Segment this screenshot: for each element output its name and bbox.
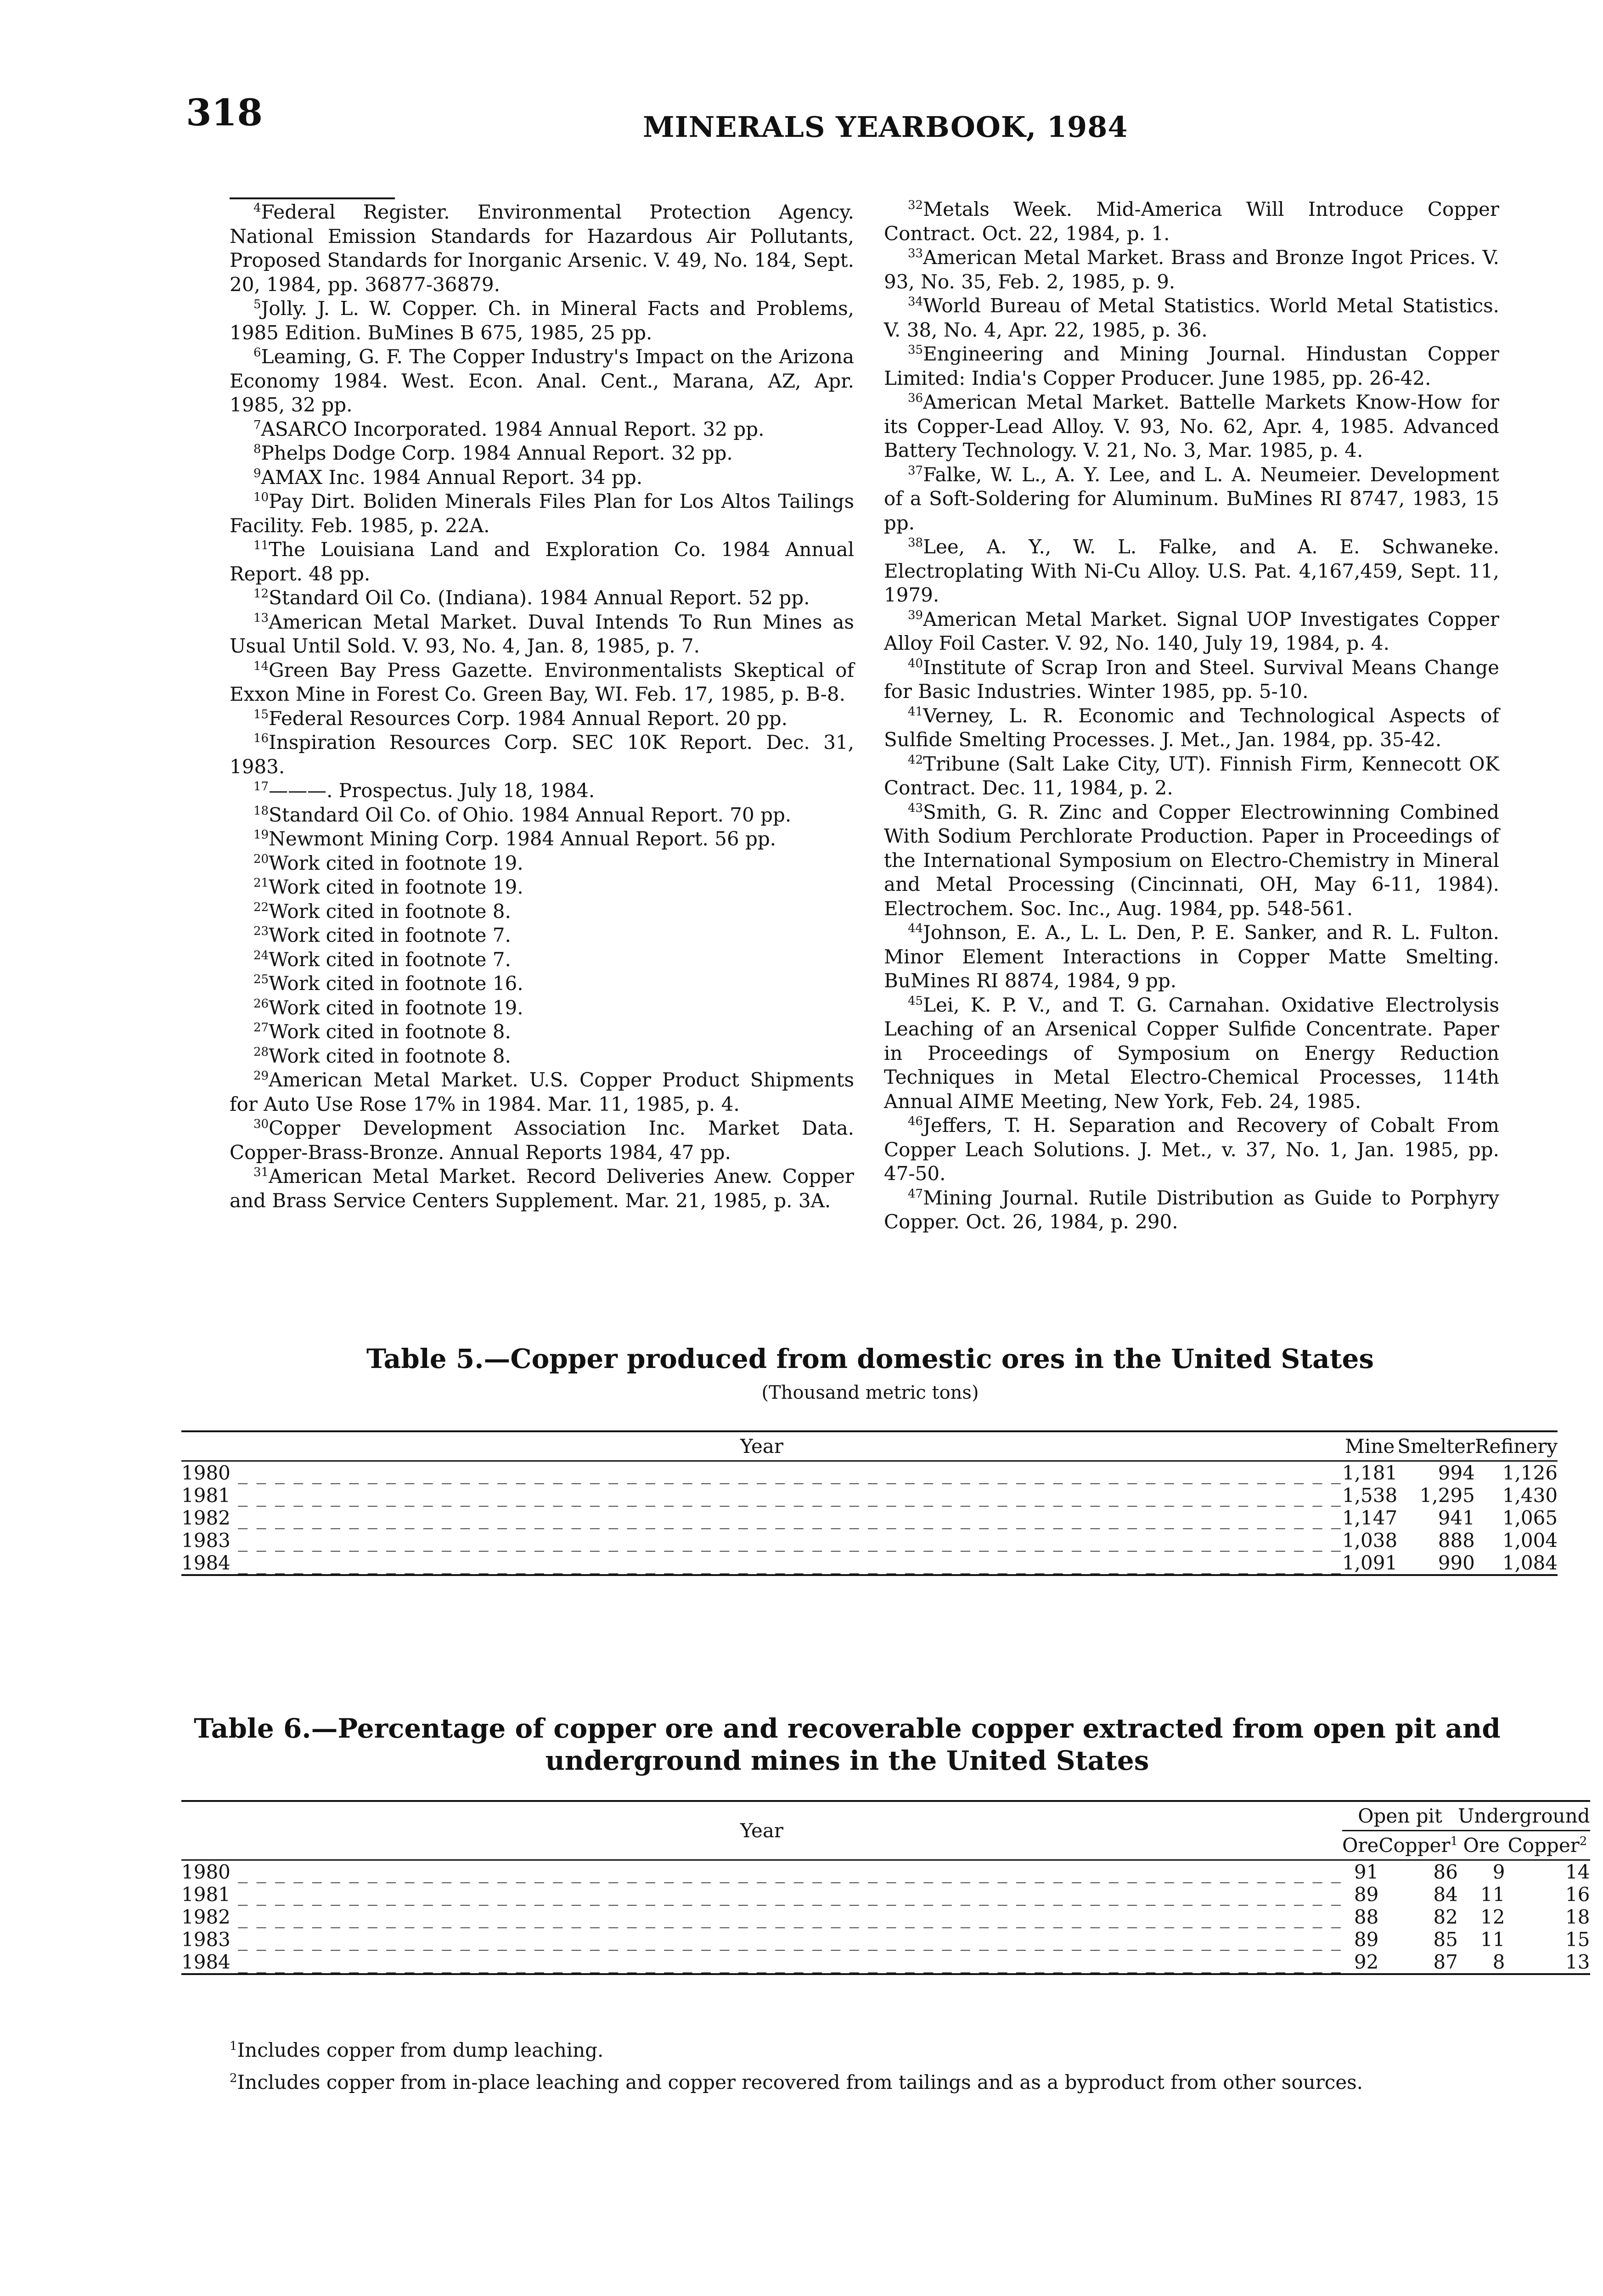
footnote-number: 15	[253, 707, 269, 721]
footnote-number: 4	[253, 201, 261, 215]
footnote-text: American Metal Market. Brass and Bronze Ingot Prices. V. 93, No. 35, Feb. 2, 1985, p. 9.	[884, 246, 1499, 293]
cell-open-pit-ore: 91	[1354, 1861, 1379, 1883]
footnote-text: Falke, W. L., A. Y. Lee, and L. A. Neumeier. Development of a Soft-Soldering for Aluminum. BuMines RI 8747, 1983, 15 pp.	[884, 463, 1499, 534]
footnote-text: Mining Journal. Rutile Distribution as Guide to Porphyry Copper. Oct. 26, 1984, p. 290.	[884, 1186, 1499, 1233]
footnotes-left-column	[230, 197, 854, 1213]
cell-smelter: 1,295	[1419, 1484, 1475, 1507]
row-year: 1982 _ _ _ _ _ _ _ _ _ _ _ _ _ _ _ _ _ _ _ _ _ _ _ _ _ _ _ _ _ _ _ _ _ _ _ _ _ _ _ _ _ _ _ _ _ _ _ _ _ _ _ _ _ _ _ _ _ _ _ _	[181, 1906, 1342, 1928]
footnote-number: 37	[908, 463, 923, 478]
footnote-text: Work cited in footnote 8.	[269, 1044, 511, 1067]
cell-underground-copper: 13	[1565, 1951, 1590, 1973]
footnote-number: 24	[253, 948, 269, 962]
footnote-text: Standard Oil Co. (Indiana). 1984 Annual Report. 52 pp.	[269, 586, 810, 609]
cell-refinery: 1,126	[1502, 1462, 1558, 1484]
footnote-text: Leaming, G. F. The Copper Industry's Impact on the Arizona Economy 1984. West. Econ. Anal. Cent., Marana, AZ, Apr. 1985, 32 pp.	[230, 345, 854, 416]
cell-mine: 1,181	[1342, 1462, 1398, 1484]
footnote-number: 7	[253, 418, 261, 432]
row-year: 1984 _ _ _ _ _ _ _ _ _ _ _ _ _ _ _ _ _ _ _ _ _ _ _ _ _ _ _ _ _ _ _ _ _ _ _ _ _ _ _ _ _ _ _ _ _ _ _ _ _ _ _ _ _ _ _ _ _ _ _ _	[181, 1552, 1342, 1574]
footnote-entry	[230, 779, 854, 803]
footnote-entry	[230, 948, 854, 972]
row-year: 1983 _ _ _ _ _ _ _ _ _ _ _ _ _ _ _ _ _ _ _ _ _ _ _ _ _ _ _ _ _ _ _ _ _ _ _ _ _ _ _ _ _ _ _ _ _ _ _ _ _ _ _ _ _ _ _ _ _ _ _ _	[181, 1529, 1342, 1552]
footnote-text: The Louisiana Land and Exploration Co. 1984 Annual Report. 48 pp.	[230, 538, 854, 585]
page-number: 318	[186, 91, 263, 134]
table-row	[181, 1461, 1558, 1485]
footnote-number: 25	[253, 973, 269, 986]
footnote-number: 40	[908, 656, 923, 670]
footnote-number: 30	[253, 1117, 269, 1131]
footnote-entry	[230, 900, 854, 924]
footnote-entry	[884, 921, 1499, 993]
footnote-entry	[230, 996, 854, 1020]
footnote-text: Inspiration Resources Corp. SEC 10K Report. Dec. 31, 1983.	[230, 731, 854, 778]
footnote-entry	[884, 608, 1499, 656]
table6-title-line1: Table 6.—Percentage of copper ore and recoverable copper extracted from open pit and	[194, 1713, 1501, 1744]
table5-title: Table 5.—Copper produced from domestic ores in the United States	[366, 1343, 1374, 1374]
footnote-rule	[230, 197, 395, 199]
footnote-text: Johnson, E. A., L. L. Den, P. E. Sanker, and R. L. Fulton. Minor Element Interactions in Copper Matte Smelting. BuMines RI 8874, 1984, 9 pp.	[884, 921, 1499, 992]
footnote-number: 41	[908, 704, 923, 719]
footnote-entry	[884, 800, 1499, 921]
footnote-text: Federal Register. Environmental Protection Agency. National Emission Standards for Hazardous Air Pollutants, Proposed Standards for Inorganic Arsenic. V. 49, No. 184, Sept. 20, 1984, pp. 36877-36879.	[230, 201, 854, 296]
cell-underground-copper: 15	[1565, 1928, 1590, 1951]
cell-open-pit-copper: 85	[1433, 1928, 1458, 1951]
cell-refinery: 1,004	[1502, 1529, 1558, 1552]
footnote-entry	[884, 752, 1499, 800]
footnote-number: 34	[908, 295, 923, 309]
footnote-number: 18	[253, 804, 269, 818]
footnote-text: Work cited in footnote 19.	[269, 996, 523, 1019]
footnote-text: ———. Prospectus. July 18, 1984.	[269, 779, 595, 802]
footnote-text: Phelps Dodge Corp. 1984 Annual Report. 32 pp.	[261, 442, 733, 464]
footnote-entry	[230, 490, 854, 538]
footnote-entry	[884, 1186, 1499, 1234]
footnote-entry	[230, 441, 854, 466]
footnote-text: American Metal Market. Duval Intends To Run Mines as Usual Until Sold. V. 93, No. 4, Jan. 8, 1985, p. 7.	[230, 610, 854, 657]
cell-underground-ore: 9	[1492, 1861, 1505, 1883]
footnote-entry	[230, 827, 854, 851]
footnote-number: 6	[253, 346, 261, 360]
footnote-number: 10	[253, 490, 269, 504]
footnote-number: 35	[908, 343, 923, 357]
footnote-text: Lei, K. P. V., and T. G. Carnahan. Oxidative Electrolysis Leaching of an Arsenical Copper Sulfide Concentrate. Paper in Proceedings of Symposium on Energy Reduction Techniques in Metal Electro-Chemical Processes, 114th Annual AIME Meeting, New York, Feb. 24, 1985.	[884, 993, 1499, 1113]
footnote-text: Tribune (Salt Lake City, UT). Finnish Firm, Kennecott OK Contract. Dec. 11, 1984, p. 2.	[884, 752, 1499, 799]
table6-header-op-ore: Ore	[1342, 1834, 1379, 1857]
footnote-entry	[230, 466, 854, 490]
cell-open-pit-ore: 92	[1354, 1951, 1379, 1973]
cell-open-pit-copper: 87	[1433, 1951, 1458, 1973]
cell-open-pit-copper: 82	[1433, 1906, 1458, 1928]
cell-underground-ore: 12	[1480, 1906, 1505, 1928]
table6-header-ug-copper: Copper$^2$	[1507, 1834, 1587, 1857]
footnote-text: Work cited in footnote 16.	[269, 972, 523, 995]
footnote-number: 31	[253, 1165, 269, 1179]
footnote-text: American Metal Market. Record Deliveries Anew. Copper and Brass Service Centers Supplement. Mar. 21, 1985, p. 3A.	[230, 1165, 854, 1212]
cell-smelter: 888	[1438, 1529, 1475, 1552]
footnote-number: 13	[253, 611, 269, 625]
footnote-number: 32	[908, 198, 923, 212]
cell-refinery: 1,084	[1502, 1552, 1558, 1574]
table-row	[181, 1860, 1590, 1884]
table-row	[181, 1906, 1590, 1928]
footnote-entry	[230, 923, 854, 948]
cell-open-pit-copper: 86	[1433, 1861, 1458, 1883]
table-row	[181, 1883, 1590, 1906]
table6-footnote-2: $^2$Includes copper from in-place leaching and copper recovered from tailings and as a byproduct from other sources.	[230, 2071, 1363, 2093]
cell-mine: 1,147	[1342, 1507, 1398, 1529]
footnote-entry	[884, 246, 1499, 294]
footnote-text: Jeffers, T. H. Separation and Recovery of Cobalt From Copper Leach Solutions. J. Met., v. 37, No. 1, Jan. 1985, pp. 47-50.	[884, 1114, 1499, 1185]
row-year: 1981 _ _ _ _ _ _ _ _ _ _ _ _ _ _ _ _ _ _ _ _ _ _ _ _ _ _ _ _ _ _ _ _ _ _ _ _ _ _ _ _ _ _ _ _ _ _ _ _ _ _ _ _ _ _ _ _ _ _ _ _	[181, 1883, 1342, 1906]
footnote-entry	[230, 972, 854, 996]
row-year: 1983 _ _ _ _ _ _ _ _ _ _ _ _ _ _ _ _ _ _ _ _ _ _ _ _ _ _ _ _ _ _ _ _ _ _ _ _ _ _ _ _ _ _ _ _ _ _ _ _ _ _ _ _ _ _ _ _ _ _ _ _	[181, 1928, 1342, 1951]
footnote-entry	[230, 875, 854, 900]
footnote-number: 21	[253, 876, 269, 890]
footnote-number: 9	[253, 466, 261, 480]
footnote-text: Work cited in footnote 7.	[269, 924, 511, 946]
footnote-number: 36	[908, 391, 923, 405]
table5-subtitle: (Thousand metric tons)	[761, 1382, 979, 1403]
cell-open-pit-ore: 88	[1354, 1906, 1379, 1928]
footnote-text: Lee, A. Y., W. L. Falke, and A. E. Schwaneke. Electroplating With Ni-Cu Alloy. U.S. Pat. 4,167,459, Sept. 11, 1979.	[884, 535, 1499, 606]
table6-footnote-1: $^1$Includes copper from dump leaching.	[230, 2039, 604, 2061]
footnote-text: Work cited in footnote 8.	[269, 1020, 511, 1043]
footnote-number: 39	[908, 608, 923, 622]
footnote-number: 29	[253, 1069, 269, 1083]
footnote-entry	[230, 538, 854, 586]
table6-header-ug-ore: Ore	[1463, 1834, 1500, 1857]
footnote-entry	[230, 1044, 854, 1069]
cell-open-pit-ore: 89	[1354, 1928, 1379, 1951]
row-year: 1980 _ _ _ _ _ _ _ _ _ _ _ _ _ _ _ _ _ _ _ _ _ _ _ _ _ _ _ _ _ _ _ _ _ _ _ _ _ _ _ _ _ _ _ _ _ _ _ _ _ _ _ _ _ _ _ _ _ _ _ _	[181, 1861, 1342, 1883]
footnote-entry	[230, 610, 854, 658]
cell-smelter: 990	[1438, 1552, 1475, 1574]
footnote-entry	[884, 704, 1499, 752]
table6-header-year: Year	[181, 1801, 1342, 1860]
footnote-text: American Metal Market. U.S. Copper Product Shipments for Auto Use Rose 17% in 1984. Mar. 11, 1985, p. 4.	[230, 1069, 854, 1115]
footnote-text: American Metal Market. Signal UOP Investigates Copper Alloy Foil Caster. V. 92, No. 140, July 19, 1984, p. 4.	[884, 608, 1499, 654]
footnote-text: Standard Oil Co. of Ohio. 1984 Annual Report. 70 pp.	[269, 803, 792, 826]
footnote-entry	[884, 463, 1499, 535]
table-row	[181, 1552, 1558, 1575]
footnote-list-left	[230, 200, 854, 1213]
footnote-number: 8	[253, 442, 261, 456]
footnote-number: 19	[253, 828, 269, 842]
running-head: MINERALS YEARBOOK, 1984	[643, 110, 1128, 144]
table-row	[181, 1951, 1590, 1974]
footnote-number: 46	[908, 1114, 923, 1128]
footnote-entry	[230, 586, 854, 610]
footnote-entry	[230, 417, 854, 442]
footnote-text: Federal Resources Corp. 1984 Annual Report. 20 pp.	[269, 707, 788, 730]
footnote-text: Metals Week. Mid-America Will Introduce Copper Contract. Oct. 22, 1984, p. 1.	[884, 198, 1499, 245]
footnote-text: Green Bay Press Gazette. Environmentalists Skeptical of Exxon Mine in Forest Co. Green Bay, WI. Feb. 17, 1985, p. B-8.	[230, 658, 854, 705]
footnote-entry	[884, 656, 1499, 704]
footnote-number: 45	[908, 994, 923, 1008]
footnote-text: Jolly. J. L. W. Copper. Ch. in Mineral Facts and Problems, 1985 Edition. BuMines B 675, 1985, 25 pp.	[230, 297, 854, 344]
footnote-text: Work cited in footnote 7.	[269, 948, 511, 971]
footnote-entry	[230, 851, 854, 876]
footnotes-right-column	[884, 197, 1499, 1234]
cell-mine: 1,538	[1342, 1484, 1398, 1507]
footnote-entry	[884, 390, 1499, 463]
cell-underground-copper: 14	[1565, 1861, 1590, 1883]
footnote-number: 33	[908, 247, 923, 260]
footnote-number: 23	[253, 924, 269, 938]
table6-header-op-copper: Copper$^1$	[1378, 1834, 1458, 1857]
cell-smelter: 994	[1438, 1462, 1475, 1484]
footnote-number: 47	[908, 1187, 923, 1201]
footnote-text: Smith, G. R. Zinc and Copper Electrowinning Combined With Sodium Perchlorate Production. Paper in Proceedings of the International Symposium on Electro-Chemistry in Mineral and Metal Processing (Cincinnati, OH, May 6-11, 1984). Electrochem. Soc. Inc., Aug. 1984, pp. 548-561.	[884, 800, 1499, 920]
row-year: 1984 _ _ _ _ _ _ _ _ _ _ _ _ _ _ _ _ _ _ _ _ _ _ _ _ _ _ _ _ _ _ _ _ _ _ _ _ _ _ _ _ _ _ _ _ _ _ _ _ _ _ _ _ _ _ _ _ _ _ _ _	[181, 1951, 1342, 1973]
table5-header-smelter: Smelter	[1397, 1435, 1475, 1458]
table6-header-underground: Underground	[1458, 1801, 1590, 1831]
table5-header-mine: Mine	[1344, 1435, 1395, 1458]
footnote-text: Pay Dirt. Boliden Minerals Files Plan for Los Altos Tailings Facility. Feb. 1985, p. 22A.	[230, 490, 854, 537]
row-year: 1982 _ _ _ _ _ _ _ _ _ _ _ _ _ _ _ _ _ _ _ _ _ _ _ _ _ _ _ _ _ _ _ _ _ _ _ _ _ _ _ _ _ _ _ _ _ _ _ _ _ _ _ _ _ _ _ _ _ _ _ _	[181, 1507, 1342, 1529]
footnote-text: Institute of Scrap Iron and Steel. Survival Means Change for Basic Industries. Winter 1985, pp. 5-10.	[884, 656, 1499, 703]
footnote-number: 20	[253, 852, 269, 866]
cell-open-pit-copper: 84	[1433, 1883, 1458, 1906]
footnote-entry	[230, 707, 854, 731]
footnote-entry	[884, 342, 1499, 390]
table5-header-year: Year	[740, 1435, 783, 1458]
row-year: 1980 _ _ _ _ _ _ _ _ _ _ _ _ _ _ _ _ _ _ _ _ _ _ _ _ _ _ _ _ _ _ _ _ _ _ _ _ _ _ _ _ _ _ _ _ _ _ _ _ _ _ _ _ _ _ _ _ _ _ _ _	[181, 1462, 1342, 1484]
footnote-text: ASARCO Incorporated. 1984 Annual Report. 32 pp.	[261, 417, 765, 440]
footnote-text: Verney, L. R. Economic and Technological Aspects of Sulfide Smelting Processes. J. Met., Jan. 1984, pp. 35-42.	[884, 704, 1499, 751]
footnote-entry	[884, 993, 1499, 1114]
footnote-entry	[230, 1165, 854, 1213]
cell-underground-ore: 11	[1480, 1883, 1505, 1906]
table6	[181, 1800, 1590, 1975]
footnote-number: 5	[253, 298, 261, 311]
footnote-text: Copper Development Association Inc. Market Data. Copper-Brass-Bronze. Annual Reports 1984, 47 pp.	[230, 1117, 854, 1164]
footnote-number: 11	[253, 539, 269, 552]
footnote-entry	[230, 1116, 854, 1165]
footnote-number: 43	[908, 801, 923, 815]
footnote-number: 16	[253, 732, 269, 745]
table-row	[181, 1484, 1558, 1507]
footnote-entry	[884, 535, 1499, 608]
cell-underground-copper: 18	[1565, 1906, 1590, 1928]
footnote-entry	[884, 1114, 1499, 1186]
footnote-text: American Metal Market. Battelle Markets Know-How for its Copper-Lead Alloy. V. 93, No. 62, Apr. 4, 1985. Advanced Battery Technology. V. 21, No. 3, Mar. 1985, p. 4.	[884, 391, 1499, 461]
row-year: 1981 _ _ _ _ _ _ _ _ _ _ _ _ _ _ _ _ _ _ _ _ _ _ _ _ _ _ _ _ _ _ _ _ _ _ _ _ _ _ _ _ _ _ _ _ _ _ _ _ _ _ _ _ _ _ _ _ _ _ _ _	[181, 1484, 1342, 1507]
footnote-number: 38	[908, 536, 923, 550]
footnote-text: Newmont Mining Corp. 1984 Annual Report. 56 pp.	[269, 827, 776, 850]
table-row	[181, 1928, 1590, 1951]
footnote-text: AMAX Inc. 1984 Annual Report. 34 pp.	[261, 466, 643, 489]
footnote-number: 12	[253, 587, 269, 601]
footnote-entry	[884, 294, 1499, 342]
footnote-list-right	[884, 197, 1499, 1234]
table5-header-refinery: Refinery	[1474, 1435, 1558, 1458]
footnote-number: 26	[253, 996, 269, 1011]
footnote-text: Engineering and Mining Journal. Hindustan Copper Limited: India's Copper Producer. June 1985, pp. 26-42.	[884, 343, 1499, 389]
footnote-entry	[230, 803, 854, 827]
footnote-text: Work cited in footnote 19.	[269, 876, 523, 898]
cell-mine: 1,038	[1342, 1529, 1398, 1552]
cell-refinery: 1,430	[1502, 1484, 1558, 1507]
footnote-entry	[230, 1020, 854, 1044]
footnote-entry	[884, 197, 1499, 246]
footnote-text: Work cited in footnote 19.	[269, 851, 523, 874]
footnote-number: 14	[253, 659, 269, 673]
table-row	[181, 1507, 1558, 1529]
footnote-entry	[230, 1068, 854, 1116]
table6-header-open-pit: Open pit	[1342, 1801, 1458, 1831]
cell-smelter: 941	[1438, 1507, 1475, 1529]
footnote-number: 17	[253, 780, 269, 793]
footnote-number: 28	[253, 1045, 269, 1059]
cell-mine: 1,091	[1342, 1552, 1398, 1574]
footnote-entry	[230, 200, 854, 297]
cell-underground-copper: 16	[1565, 1883, 1590, 1906]
cell-open-pit-ore: 89	[1354, 1883, 1379, 1906]
footnote-entry	[230, 658, 854, 707]
cell-underground-ore: 8	[1492, 1951, 1505, 1973]
table6-title-line2: underground mines in the United States	[545, 1745, 1149, 1776]
table5	[181, 1430, 1558, 1576]
footnote-number: 42	[908, 753, 923, 767]
footnote-text: World Bureau of Metal Statistics. World Metal Statistics. V. 38, No. 4, Apr. 22, 1985, p. 36.	[884, 294, 1499, 341]
footnote-entry	[230, 731, 854, 779]
footnote-entry	[230, 345, 854, 417]
footnote-number: 27	[253, 1021, 269, 1035]
cell-refinery: 1,065	[1502, 1507, 1558, 1529]
footnote-number: 44	[908, 922, 923, 935]
footnote-number: 22	[253, 900, 269, 914]
table-row	[181, 1529, 1558, 1552]
footnote-text: Work cited in footnote 8.	[269, 900, 511, 923]
footnote-entry	[230, 297, 854, 345]
cell-underground-ore: 11	[1480, 1928, 1505, 1951]
